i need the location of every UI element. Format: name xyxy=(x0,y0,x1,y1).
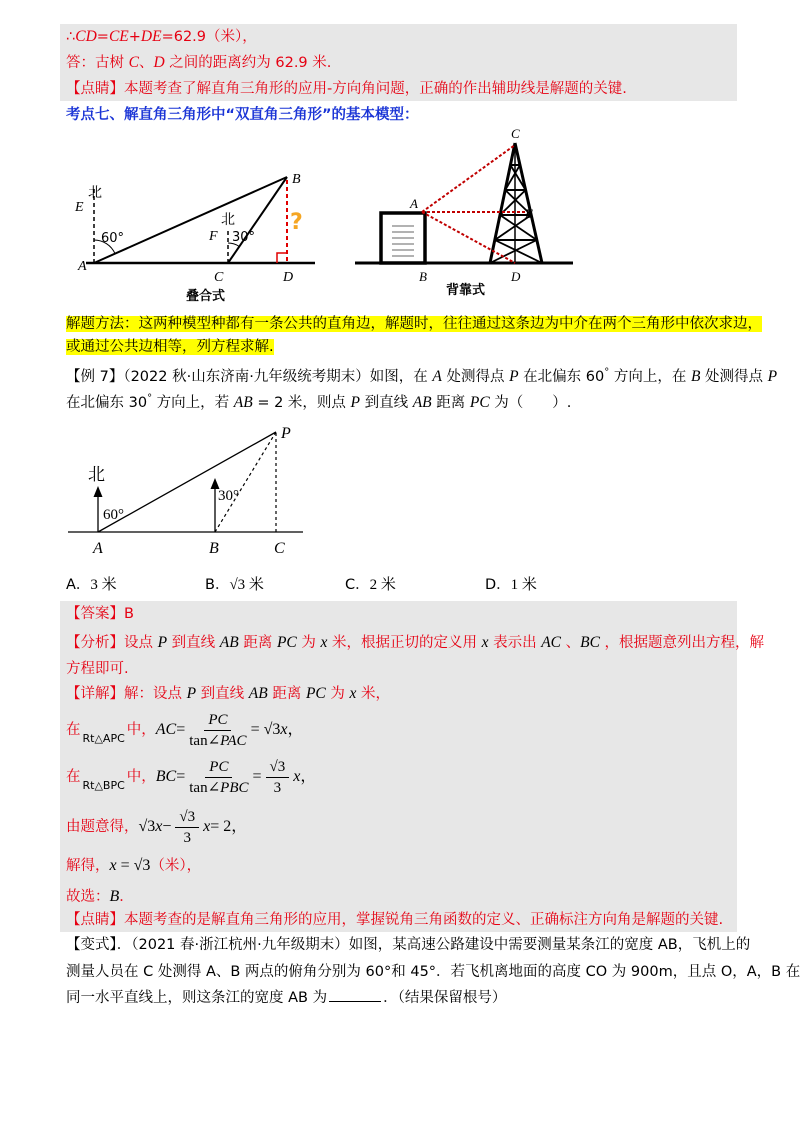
option-d xyxy=(485,574,537,596)
method-text-2: 或通过公共边相等，列方程求解. xyxy=(66,339,274,355)
text-run: 在 xyxy=(66,769,81,785)
example7-line-1 xyxy=(66,366,777,390)
fraction xyxy=(266,758,290,797)
math-var: x xyxy=(280,721,288,738)
option-b xyxy=(205,574,264,596)
text-run: = 2 米，则点 xyxy=(252,395,351,411)
text-run: 处测得点 xyxy=(700,369,768,385)
math-op: = xyxy=(176,721,186,738)
text-run: ∴ xyxy=(66,29,76,45)
chosen-answer: B xyxy=(109,888,120,905)
label-angle-c: 30° xyxy=(232,230,256,245)
fraction-numerator: √3 xyxy=(266,758,290,778)
fraction-denominator xyxy=(189,731,246,750)
method-text-1: 解题方法：这两种模型种都有一条公共的直角边，解题时，往往通过这条边为中介在两个三角形中依次求边， xyxy=(66,316,762,332)
text-run: 表示出 xyxy=(488,635,542,651)
analysis-line-2 xyxy=(66,658,129,680)
label-c: C xyxy=(274,540,285,557)
text-run: 距离 xyxy=(431,395,470,411)
math-var: x xyxy=(203,818,211,835)
text-run: PC xyxy=(305,685,326,702)
text-run: 在北偏东 60 xyxy=(518,369,605,385)
prev-solution-comment: 【点睛】本题考查了解直角三角形的应用-方向角问题，正确的作出辅助线是解题的关键. xyxy=(66,81,627,97)
overlap-caption: 叠合式 xyxy=(186,289,226,304)
text-run: C xyxy=(128,54,139,71)
back-to-back-caption: 背靠式 xyxy=(446,283,486,298)
text-run: 方程即可. xyxy=(66,661,129,677)
prev-solution-line-1 xyxy=(66,26,257,48)
text-run: 到直线 xyxy=(360,395,413,411)
label-b: B xyxy=(419,269,427,284)
text-run: BC xyxy=(580,634,600,651)
text-run: 【详解】解：设点 xyxy=(66,686,187,702)
text-run: 中， xyxy=(126,769,156,785)
option-letter: A． xyxy=(66,577,91,593)
example7-line-2 xyxy=(66,392,571,416)
text-run: A xyxy=(432,368,442,385)
text-run: 为 xyxy=(296,635,321,651)
text-run: 故选： xyxy=(66,889,110,905)
text-run: 、 xyxy=(138,55,154,71)
label-a: A xyxy=(93,540,103,557)
text-run: 【例 7】（2022 秋·山东济南·九年级统考期末）如图，在 xyxy=(66,369,433,385)
option-a xyxy=(66,574,117,596)
text-run: B xyxy=(690,368,701,385)
north-arrow-a-head-icon xyxy=(94,486,103,497)
text-run: + xyxy=(128,29,141,45)
math-op: = 2 xyxy=(210,818,232,835)
text-run: 到直线 xyxy=(196,686,249,702)
option-value: 2 米 xyxy=(369,577,396,593)
math-op: ， xyxy=(231,818,248,835)
math-lhs: AC xyxy=(155,721,177,738)
fraction xyxy=(189,758,248,797)
detail-line xyxy=(66,683,390,705)
text-run: AB xyxy=(248,685,268,702)
text-run: ．（结果保留根号） xyxy=(383,990,507,1006)
fraction xyxy=(189,711,246,750)
option-value: 3 米 xyxy=(90,577,117,593)
label-angle-a: 60° xyxy=(103,507,124,523)
text-run: 为 xyxy=(325,686,350,702)
text-run: 、 xyxy=(561,635,581,651)
text-run: 同一水平直线上，则这条江的宽度 AB 为 xyxy=(66,990,328,1006)
math-var: x xyxy=(293,768,301,785)
text-run: 距离 xyxy=(238,635,277,651)
back-to-back-model-diagram xyxy=(355,126,573,298)
text-run: ° xyxy=(604,367,610,378)
method-line-2 xyxy=(66,336,274,358)
math-op: = √3 xyxy=(116,857,151,874)
text-run: ° xyxy=(147,393,153,404)
math-var: PAC xyxy=(220,732,247,749)
text-run: 在北偏东 30 xyxy=(66,395,148,411)
label-d: D xyxy=(283,270,294,285)
variant-line-3 xyxy=(66,987,506,1009)
text-run: PC xyxy=(469,394,490,411)
triangle-label: Rt△BPC xyxy=(82,779,125,792)
label-b: B xyxy=(292,172,301,187)
detail-apc-row xyxy=(66,708,304,752)
text-run: 答：古树 xyxy=(66,55,129,71)
math-func: tan∠ xyxy=(189,779,221,796)
text-run: 由题意得， xyxy=(66,819,139,835)
math-func: tan∠ xyxy=(189,732,221,749)
option-c xyxy=(345,574,396,596)
math-op: ， xyxy=(287,721,304,738)
text-run: = xyxy=(96,29,109,45)
text-run: 到直线 xyxy=(167,635,220,651)
text-run: CE xyxy=(108,28,129,45)
models-figure xyxy=(0,125,800,310)
math-lhs: BC xyxy=(155,768,177,785)
answer-line: 【答案】B xyxy=(66,606,134,622)
choose-line xyxy=(66,886,134,908)
text-run: 解得， xyxy=(66,858,110,874)
label-angle-a: 60° xyxy=(101,231,125,246)
label-c: C xyxy=(511,126,520,141)
text-run: 中， xyxy=(126,722,156,738)
text-run: AC xyxy=(541,634,562,651)
text-run: P xyxy=(767,368,778,385)
text-run: 米，根据正切的定义用 xyxy=(327,635,482,651)
text-run: P xyxy=(509,368,519,385)
answer-blank xyxy=(329,987,381,1002)
label-e: E xyxy=(75,200,84,215)
overlap-model-diagram xyxy=(74,172,315,304)
segment-ap xyxy=(98,432,276,532)
label-a: A xyxy=(410,196,418,211)
label-north: 北 xyxy=(88,465,105,485)
text-run: 处测得点 xyxy=(441,369,510,385)
text-run: D xyxy=(153,54,165,71)
text-run: ． xyxy=(119,889,134,905)
label-b: B xyxy=(209,540,219,557)
analysis-line-1 xyxy=(66,632,764,654)
triangle-label: Rt△APC xyxy=(82,732,125,745)
label-north-c: 北 xyxy=(221,212,235,228)
text-run: x xyxy=(481,634,489,651)
text-run: （米）， xyxy=(150,858,202,874)
text-run: x xyxy=(320,634,328,651)
option-letter: D． xyxy=(485,577,511,593)
label-angle-b: 30° xyxy=(218,488,239,504)
text-run: CD xyxy=(75,28,97,45)
text-run: AB xyxy=(233,394,253,411)
variant-line-2: 测量人员在 C 处测得 A、B 两点的俯角分别为 60°和 45°．若飞机离地面的高度 CO 为 900m，且点 O，A，B 在 xyxy=(66,964,800,980)
math-term: √3 xyxy=(138,818,156,835)
label-f: F xyxy=(209,229,218,244)
fraction-numerator: PC xyxy=(205,758,232,778)
text-run: AB xyxy=(412,394,432,411)
text-run: x xyxy=(349,685,357,702)
solution-comment: 【点睛】本题考查的是解直角三角形的应用，掌握锐角三角函数的定义、正确标注方向角是解题的关键. xyxy=(66,912,724,928)
text-run: 为（ ）. xyxy=(489,395,572,411)
text-run: 距离 xyxy=(267,686,306,702)
text-run: 之间的距离约为 62.9 米. xyxy=(164,55,332,71)
fraction-denominator: 3 xyxy=(183,829,192,846)
prev-solution-answer xyxy=(66,52,331,74)
math-var: x xyxy=(109,857,117,874)
math-op: = xyxy=(176,768,186,785)
right-angle-marker xyxy=(277,253,287,263)
text-run: =62.9（米）， xyxy=(161,29,257,45)
option-value: 1 米 xyxy=(510,577,537,593)
math-op: = xyxy=(252,768,262,785)
text-run: PC xyxy=(276,634,297,651)
math-var: x xyxy=(155,818,163,835)
math-op: − xyxy=(162,818,172,835)
fraction-denominator: 3 xyxy=(273,779,282,796)
solved-line xyxy=(66,855,201,877)
unknown-height-mark: ? xyxy=(290,210,303,235)
equation-row xyxy=(66,805,247,849)
option-letter: B． xyxy=(205,577,230,593)
text-run: 米， xyxy=(356,686,390,702)
text-run: 方向上，在 xyxy=(609,369,691,385)
option-value: √3 米 xyxy=(229,577,264,593)
label-a: A xyxy=(78,259,87,274)
label-north-a: 北 xyxy=(88,185,102,201)
fraction-numerator: PC xyxy=(204,711,231,731)
label-p: P xyxy=(281,425,291,442)
text-run: DE xyxy=(140,28,162,45)
label-c: C xyxy=(214,270,224,285)
fraction-denominator xyxy=(189,778,248,797)
text-run: 方向上，若 xyxy=(152,395,234,411)
segment-bp-dashed xyxy=(215,432,276,532)
text-run: P xyxy=(157,634,168,651)
method-line-1 xyxy=(66,313,762,335)
math-op: ， xyxy=(300,768,317,785)
text-run: P xyxy=(350,394,360,411)
option-letter: C． xyxy=(345,577,370,593)
fraction-numerator: √3 xyxy=(175,808,199,828)
label-d: D xyxy=(511,269,521,284)
math-op: = √3 xyxy=(250,721,281,738)
variant-line-1: 【变式】．（2021 春·浙江杭州·九年级期末）如图，某高速公路建设中需要测量某条江的宽度 AB，飞机上的 xyxy=(66,937,751,953)
text-run: ，根据题意列出方程，解 xyxy=(599,635,765,651)
sight-line-ad xyxy=(422,212,515,263)
text-run: P xyxy=(186,685,197,702)
fraction xyxy=(175,808,199,847)
detail-bpc-row xyxy=(66,755,316,799)
sight-line-ac xyxy=(422,145,515,212)
label-e: E xyxy=(525,206,533,221)
text-run: 在 xyxy=(66,722,81,738)
text-run: 【分析】设点 xyxy=(66,635,158,651)
tower-legs xyxy=(490,143,542,263)
example7-figure xyxy=(0,415,800,565)
section-heading: 考点七、解直角三角形中“双直角三角形”的基本模型： xyxy=(66,107,419,123)
text-run: AB xyxy=(219,634,239,651)
math-var: PBC xyxy=(220,779,249,796)
